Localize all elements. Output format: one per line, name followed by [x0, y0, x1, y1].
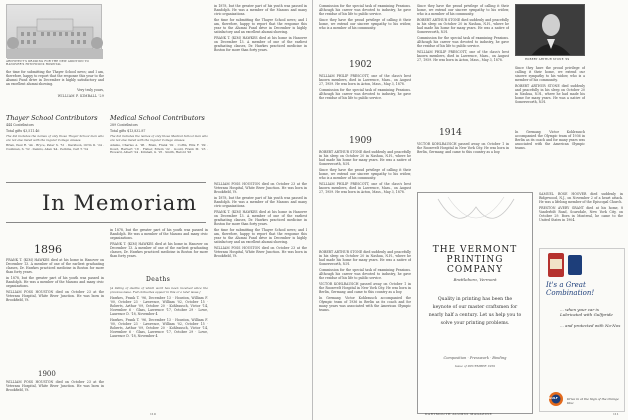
col1-lower-paragraph-1: ROBERT ARTHUR STONE died suddenly and peacefully in his sleep on October 20 in Nashua, N.H., where he had made his home for many years. He was a native of Somersworth, N.H.	[319, 250, 411, 266]
col2-paragraph-4: WILLIAM PHILIP PRESCOTT, one of the class's best known members, died in Lawrence, Mass., on August 27, 1959. He was born in Acton, Mass., May 3, 1878.	[417, 50, 509, 62]
obituary-1902	[319, 74, 411, 132]
col1-lower-paragraph-4: In Germany, Victor Kohlrausch accompanied the Olympic team of 1936 in Berlin as its coach and for many years was associated with the American Olympic teams.	[319, 296, 411, 312]
obituary-1896-text-2: in 1878, but the greater part of his youth was passed in Randolph. He was a member of the Masons and many civic organizations.	[6, 276, 104, 288]
column-3-paragraph-3: FRANK T. (KIM) HAWKES died at his home in Hanover on December 13. A member of one of the earliest graduating classes, Dr. Hawkes practiced medicine in Boston for more than forty years.	[214, 36, 307, 52]
magazine-footer: DARTMOUTH ALUMNI MAGAZINE	[425, 412, 493, 416]
year-1896-heading: 1896	[34, 243, 62, 256]
deaths-entries-2: Hawkes, Frank T. '96, December 13 · Houston, William F. '00, October 23 · Lawrence, William '02, October 15 · Roberts, Arthur '09, October 20 · Kohlrausch, Victor '14, November 6 · Glass, Lawrence '17, October 29 · Lowe, Laurence D. '18, November 4	[110, 318, 208, 338]
deaths-entries: Hawkes, Frank T. '96, December 13 · Houston, William F. '00, October 23 · Lawrence, William '02, October 15 · Roberts, Arthur '09, October 20 · Kohlrausch, Victor '14, November 6 · Glass, Lawrence '17, October 29 · Lowe, Laurence D. '18, November 4	[110, 296, 208, 316]
obituary-1914-cont	[515, 130, 585, 186]
obituary-1900	[6, 380, 104, 408]
right-page	[313, 0, 628, 420]
portrait-caption: ROBERT ARTHUR STONE '09	[525, 58, 570, 61]
deaths-list	[110, 287, 208, 409]
obituary-1914-cont-text: In Germany, Victor Kohlrausch accompanied the Olympic team of 1936 in Berlin as its coach and for many years was associated with the American Olympic teams.	[515, 130, 585, 150]
oil-can-2-icon	[568, 255, 582, 275]
lower-paragraph-3: FRANK T. (KIM) HAWKES died at his home in Hanover on December 13. A member of one of the earliest graduating classes, Dr. Hawkes practiced medicine in Boston for more than forty years.	[214, 210, 307, 226]
lower-paragraph-4: the time for submitting the Thayer School news; and I am, therefore, happy to report that the response this year to the Alumni Fund drive in December is highly satisfactory and an excellent alumni showing.	[214, 228, 307, 244]
portrait-photo	[515, 4, 585, 56]
letter-closing: Very truly yours,	[77, 88, 104, 92]
col3-mid-paragraph: Since they have the proud privilege of calling it their home, we extend our sincere sympathy to his widow, who is a member of his community.	[515, 66, 585, 82]
col2-paragraph-1: Since they have the proud privilege of calling it their home, we extend our sincere sympathy to his widow, who is a member of his community.	[417, 4, 509, 16]
gulf-line2: ... and protected with No-Nox	[560, 323, 621, 328]
medical-heading: Medical School Contributors	[110, 114, 205, 122]
vermont-title-line2: PRINTING COMPANY	[446, 255, 504, 275]
col3-mid-paragraph-2: ROBERT ARTHUR STONE died suddenly and peacefully in his sleep on October 20 in Nashua, N.H., where he had made his home for many years. He was a native of Somersworth, N.H.	[515, 84, 585, 104]
vermont-services: Composition · Presswork · Binding	[443, 356, 507, 360]
thayer-total: Total gifts $3,511.46	[6, 129, 40, 133]
obituary-1902-text: WILLIAM PHILIP PRESCOTT, one of the class's best known members, died in Lawrence, Mass., on August 27, 1959. He was born in Acton, Mass., May 3, 1878.	[319, 74, 411, 86]
obituary-1902-text-2: Commission for the special task of examining Pensions. Although his career was devoted to industry, he gave the residue of his life to public service.	[319, 88, 411, 100]
gulf-brand: GULF	[549, 396, 558, 400]
portrait-figure	[516, 5, 585, 56]
right-column-2	[417, 4, 509, 124]
right-column-4	[589, 4, 625, 8]
hospital-drawing-image	[6, 4, 102, 58]
thayer-letter-paragraph: the time for submitting the Thayer School news; and I am, therefore, happy to report that the response this year to the Alumni Fund drive in December is highly satisfactory and an excellent alumni showing.	[6, 70, 104, 86]
col2-paragraph-3: Commission for the special task of examining Pensions. Although his career was devoted to industry, he gave the residue of his life to public service.	[417, 36, 509, 48]
obituary-1914	[417, 142, 509, 186]
lower-paragraph-2: in 1878, but the greater part of his youth was passed in Randolph. He was a member of the Masons and many civic organizations.	[214, 196, 307, 208]
obituary-1896-text: FRANK T. (KIM) HAWKES died at his home in Hanover on December 13. A member of one of the earliest graduating classes, Dr. Hawkes practiced medicine in Boston for more than forty years.	[6, 258, 104, 274]
obituary-1896-text-3: WILLIAM FOSS HOUSTON died on October 23 at the Veterans Hospital, White River Junction. He was born in Brookfield, Vt.	[6, 290, 104, 302]
vermont-city: Brattleboro, Vermont	[453, 277, 497, 282]
obituary-1900-text: WILLIAM FOSS HOUSTON died on October 23 at the Veterans Hospital, White River Junction. He was born in Brookfield, Vt.	[6, 380, 104, 392]
gulf-headline: It's a Great Combination!	[546, 281, 595, 297]
gulf-tagline: Drive in at the Sign of the Orange Disc	[567, 397, 619, 405]
obituary-1909	[319, 150, 411, 246]
medical-total: Total gifts $13,832.87	[110, 129, 146, 133]
medical-note: The list includes the names of only those Medical School men who are not also listed with the regular College classes.	[110, 134, 208, 142]
vermont-printing-ad[interactable]	[417, 192, 533, 414]
vermont-slogan: Quality in printing has been the keynote of our master craftsmen for nearly half a century. Let us help you to solve your printing problems.	[428, 297, 522, 326]
leaf-ornament-icon	[418, 193, 534, 241]
obituary-1909-text-2: Since they have the proud privilege of calling it their home, we extend our sincere sympathy to his widow, who is a member of his community.	[319, 168, 411, 180]
obituary-1896-cont-text-2: FRANK T. (KIM) HAWKES died at his home in Hanover on December 13. A member of one of the earliest graduating classes, Dr. Hawkes practiced medicine in Boston for more than forty years.	[110, 242, 208, 258]
col1-top-paragraph-2: Since they have the proud privilege of calling it their home, we extend our sincere sympathy to his widow, who is a member of his community.	[319, 18, 411, 30]
col1-lower-paragraph-2: Commission for the special task of examining Pensions. Although his career was devoted to industry, he gave the residue of his life to public service.	[319, 268, 411, 280]
year-1900-heading: 1900	[38, 370, 56, 378]
obituary-1896-cont-text: in 1878, but the greater part of his youth was passed in Randolph. He was a member of the Masons and many civic organizations.	[110, 228, 208, 240]
left-column-3-lower	[214, 182, 307, 410]
lower-paragraph-5: WILLIAM FOSS HOUSTON died on October 23 at the Veterans Hospital, White River Junction. He was born in Brookfield, Vt.	[214, 246, 307, 258]
thayer-note: The list includes the names of only those Thayer School men who are not also listed with the regular College classes.	[6, 134, 104, 142]
medical-names: Adams, Charles A. '96 · Blum, Frank '02 · Coffin, Ellis F. '09 · Dowd, Herbert '18 · Fisher, Edwin '22 · Gould, Frank M. '23 · Howard, Albert '24 · Kimball, G. '25 · Smith, Harold '26	[110, 143, 208, 154]
vermont-issue-note: Issue of DECEMBER 1959	[454, 364, 496, 368]
thayer-count: 444 Contributors	[6, 123, 34, 127]
gulf-line1: ... when your car is Lubricated with Gulfpride	[560, 307, 613, 317]
in-memoriam-heading: In Memoriam	[42, 191, 198, 215]
year-1914-heading: 1914	[439, 128, 462, 138]
obituary-1896-cont	[110, 228, 208, 272]
vermont-title-line1: THE VERMONT	[432, 245, 518, 255]
right-column-3-lower	[539, 192, 623, 244]
col1-lower-paragraph-3: VICTOR KOHLRAUSCH passed away on October 1 in the Roosevelt Hospital in New York City. He was born in Berlin, Germany, and came to this country as a boy.	[319, 282, 411, 294]
col3-lower-paragraph: SAMUEL ROSE HOOVER died suddenly in Ridgewood, N.J., on November 2 of a heart attack. He was a lifelong member of the Episcopal Church.	[539, 192, 623, 204]
hospital-building-sketch	[7, 5, 103, 59]
medical-count: 289 Contributors	[110, 123, 138, 127]
right-column-1-lower	[319, 250, 411, 400]
lower-paragraph-1: WILLIAM FOSS HOUSTON died on October 23 at the Veterans Hospital, White River Junction. He was born in Brookfield, Vt.	[214, 182, 307, 194]
right-column-3-mid	[515, 66, 585, 126]
deaths-note: [A listing of deaths of which word has been received since the previous issue. Full obituaries appear in this or a later issue.]	[110, 287, 208, 294]
year-1902-heading: 1902	[349, 60, 372, 70]
thayer-list	[6, 123, 104, 175]
obituary-1909-text: ROBERT ARTHUR STONE died suddenly and peacefully in his sleep on October 20 in Nashua, N.H., where he had made his home for many years. He was a native of Somersworth, N.H.	[319, 150, 411, 166]
memoriam-rule-top	[6, 182, 206, 183]
medical-list	[110, 123, 208, 175]
right-column-1-top	[319, 4, 411, 56]
obituary-1896	[6, 258, 104, 360]
obituary-1909-text-3: WILLIAM PHILIP PRESCOTT, one of the class's best known members, died in Lawrence, Mass., on August 27, 1959. He was born in Acton, Mass., May 3, 1878.	[319, 182, 411, 194]
year-1909-heading: 1909	[349, 136, 372, 146]
right-page-number: 111	[613, 412, 619, 416]
left-page-number: 110	[150, 412, 156, 416]
col2-paragraph-2: ROBERT ARTHUR STONE died suddenly and peacefully in his sleep on October 20 in Nashua, N.H., where he had made his home for many years. He was a native of Somersworth, N.H.	[417, 18, 509, 34]
letter-signature: WILLIAM P. KIMBALL '29	[57, 94, 104, 98]
column-3-paragraph-2: the time for submitting the Thayer School news; and I am, therefore, happy to report that the response this year to the Alumni Fund drive in December is highly satisfactory and an excellent alumni showing.	[214, 18, 307, 34]
gulf-ad-art	[540, 249, 626, 413]
col3-lower-paragraph-2: PRESTON AVERY GRANT died at his home, 8 Vanderbilt Road, Scarsdale, New York City, on October 29. Born in Montreal, he came to the United States in 1904.	[539, 206, 623, 222]
left-page	[0, 0, 313, 420]
drawing-caption: ARCHITECT'S DRAWING FOR THE NEW ADDITION TO HANOVER'S HITCHCOCK HOSPITAL	[6, 60, 89, 67]
thayer-names: Brian, Paul R. '44 · Bryce, Peter S. '51 · Davidson, Orrin D. '24 · Cushman, S. '52 · Dennis, Allen '44 · Perkins, Carl T. '54	[6, 143, 104, 151]
col1-top-paragraph: Commission for the special task of examining Pensions. Although his career was devoted to industry, he gave the residue of his life to public service.	[319, 4, 411, 16]
column-3-paragraph: in 1878, but the greater part of his youth was passed in Randolph. He was a member of the Masons and many civic organizations.	[214, 4, 307, 16]
thayer-heading: Thayer School Contributors	[6, 114, 98, 122]
left-column-3	[214, 4, 307, 178]
memoriam-rule-bottom	[6, 222, 206, 223]
deaths-heading: Deaths	[146, 276, 171, 283]
gulf-ad[interactable]	[539, 248, 625, 412]
obituary-1914-text: VICTOR KOHLRAUSCH passed away on October 1 in the Roosevelt Hospital in New York City. He was born in Berlin, Germany, and came to this country as a boy.	[417, 142, 509, 154]
